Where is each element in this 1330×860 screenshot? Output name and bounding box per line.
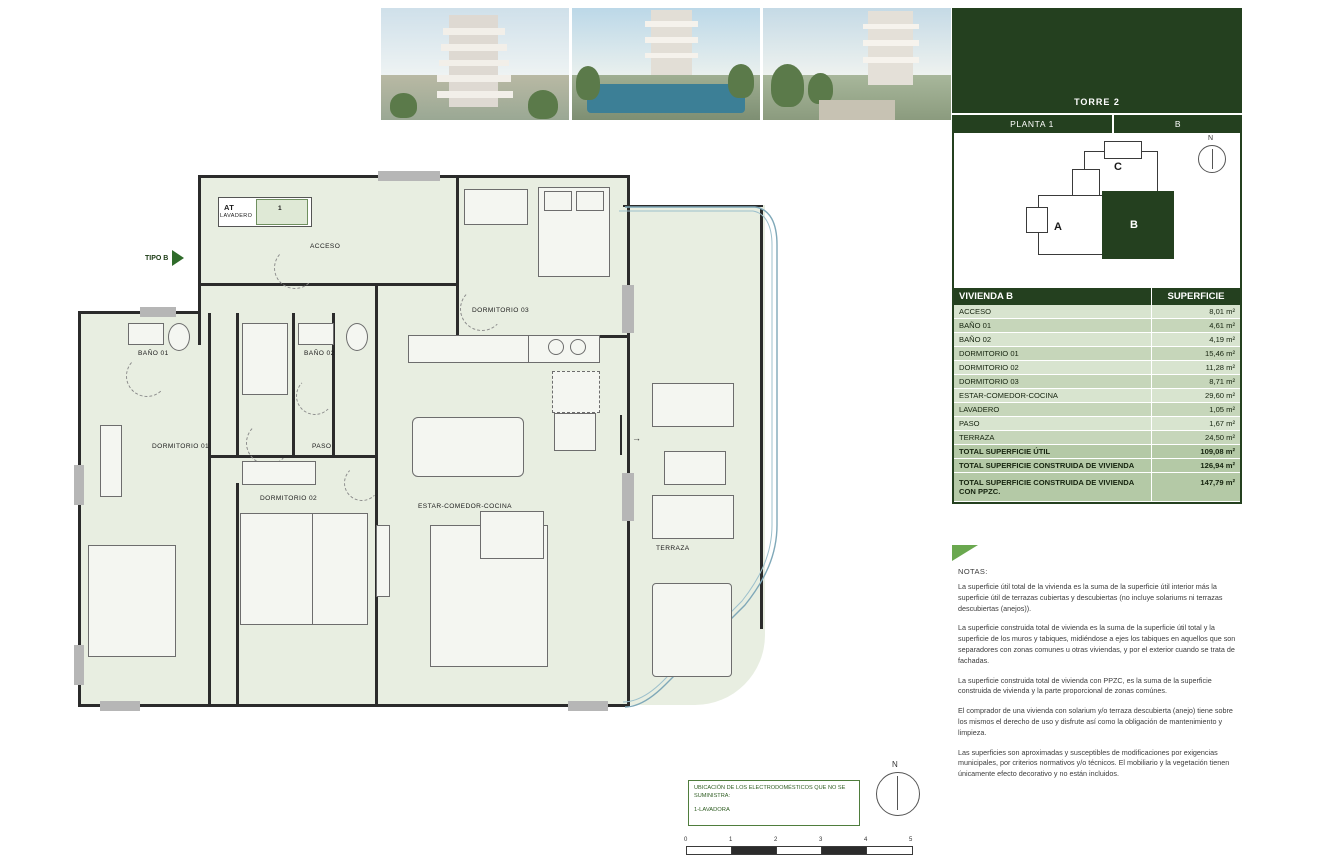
- keyplan-north-label: N: [1208, 135, 1214, 142]
- room-label-acceso: ACCESO: [310, 243, 341, 250]
- scale-segment: [686, 846, 733, 855]
- laundry-tag: AT: [224, 203, 235, 212]
- door-arc-d02: [344, 465, 380, 501]
- photo-strip: [381, 8, 951, 120]
- keyplan-unit-b: B: [1130, 219, 1138, 231]
- wall-left-upper: [198, 175, 201, 345]
- surface-row-value: 11,28 m²: [1151, 361, 1240, 374]
- furniture-sofa: [480, 511, 544, 559]
- surface-total-label: TOTAL SUPERFICIE CONSTRUIDA DE VIVIENDA CON PPZC.: [954, 473, 1151, 501]
- entry-marker: [145, 250, 184, 266]
- surface-row-value: 1,67 m²: [1151, 417, 1240, 430]
- header-dark-band: [952, 8, 1242, 93]
- note-paragraph: La superficie construida total de vivienda es la suma de la superficie útil total y la superficie de los muros y tabiques, midiéndose a ejes los tabiques en aquellos que son separadores con zonas comunes u otras viviendas, y por el exterior cuando se trata de fachadas.: [958, 623, 1236, 665]
- surface-row: [954, 305, 1240, 319]
- surface-total-label: TOTAL SUPERFICIE CONSTRUIDA DE VIVIENDA: [954, 459, 1151, 472]
- furniture-terrace-sofa-1: [652, 383, 734, 427]
- note-paragraph: La superficie construida total de vivienda con PPZC, es la suma de la superficie construida de vivienda y la parte proporcional de zonas comúnes.: [958, 675, 1212, 696]
- scale-segment: [821, 846, 868, 855]
- door-arc-acceso: [274, 247, 316, 289]
- bottom-compass: [876, 760, 920, 816]
- structure-block-8: [568, 701, 608, 711]
- furniture-burner-2: [570, 339, 586, 355]
- furniture-toilet-b02: [346, 323, 368, 351]
- surface-row: [954, 417, 1240, 431]
- surface-row: [954, 333, 1240, 347]
- unit-label: B: [1114, 115, 1242, 133]
- laundry-number: 1: [278, 205, 283, 212]
- furniture-dishwasher: [554, 413, 596, 451]
- surface-total-value: 147,79 m²: [1151, 473, 1240, 501]
- scale-tick-label: 1: [729, 837, 733, 843]
- furniture-pillow-d03b: [576, 191, 604, 211]
- pool-view-photo: [572, 8, 760, 120]
- surface-row-label: LAVADERO: [954, 403, 1151, 416]
- surface-row-value: 4,19 m²: [1151, 333, 1240, 346]
- surface-row: [954, 403, 1240, 417]
- room-label-paso: PASO: [312, 443, 332, 450]
- furniture-bed-d01: [88, 545, 176, 657]
- door-direction-arrow-icon: →: [632, 433, 641, 443]
- furniture-wardrobe-d02: [242, 461, 316, 485]
- bottom-north-label: N: [892, 760, 898, 769]
- surface-row-value: 4,61 m²: [1151, 319, 1240, 332]
- surface-total-row: [954, 473, 1240, 502]
- note-flag-icon: [952, 545, 978, 561]
- surface-total-label: TOTAL SUPERFICIE ÚTIL: [954, 445, 1151, 458]
- surface-row: [954, 375, 1240, 389]
- laundry-appliance-zone: [256, 199, 308, 225]
- scale-tick-label: 3: [819, 837, 823, 843]
- room-label-bano-02: BAÑO 02: [304, 350, 335, 357]
- surface-table-header-unit: VIVIENDA B: [959, 291, 1014, 302]
- appliance-legend-box: [688, 780, 860, 826]
- surface-row-label: BAÑO 01: [954, 319, 1151, 332]
- furniture-shower-b01: [242, 323, 288, 395]
- entry-arrow-icon: [172, 250, 184, 266]
- surface-row-label: BAÑO 02: [954, 333, 1151, 346]
- notes-block: [952, 545, 1242, 789]
- key-plan: [952, 133, 1242, 288]
- scale-tick-label: 5: [909, 837, 913, 843]
- door-arc-d03: [460, 287, 504, 331]
- structure-block-5: [622, 285, 634, 333]
- furniture-bed-d02b: [312, 513, 368, 625]
- compass-needle-icon: [897, 776, 898, 810]
- furniture-sink-b02: [298, 323, 334, 345]
- structure-block-4: [74, 645, 84, 685]
- surface-total-value: 109,08 m²: [1151, 445, 1240, 458]
- wall-partition-10: [456, 177, 459, 285]
- surface-table-header-surface: SUPERFICIE: [1151, 288, 1240, 305]
- wall-partition-2: [375, 283, 378, 707]
- room-label-dormitorio-02: DORMITORIO 02: [260, 495, 318, 502]
- scale-bar: [684, 837, 956, 856]
- room-label-terraza: TERRAZA: [656, 545, 690, 552]
- room-label-estar-comedor-cocina: ESTAR-COMEDOR-COCINA: [418, 503, 512, 510]
- appliance-legend-title: UBICACIÓN DE LOS ELECTRODOMÉSTICOS QUE NO SE SUMINISTRA:: [694, 785, 846, 799]
- laundry-label: LAVADERO: [220, 213, 253, 219]
- surface-row-label: DORMITORIO 02: [954, 361, 1151, 374]
- wall-partition-12: [456, 283, 459, 338]
- entry-marker-label: TIPO B: [145, 254, 169, 262]
- surface-total-row: [954, 459, 1240, 473]
- notes-title: NOTAS:: [958, 567, 988, 576]
- note-paragraph: El comprador de una vivienda con solarium y/o terraza descubierta (anejo) tiene sobre los mismos el derecho de uso y disfrute así como la obligación de mantenimiento y limpieza.: [958, 706, 1233, 737]
- furniture-terrace-table: [664, 451, 726, 485]
- door-arc-d01: [246, 421, 290, 465]
- scale-tick-label: 4: [864, 837, 868, 843]
- surface-row-label: DORMITORIO 03: [954, 375, 1151, 388]
- surface-row-label: ACCESO: [954, 305, 1151, 318]
- note-paragraph: La superficie útil total de la vivienda es la suma de la superficie útil interior más la superficie útil de terrazas cubiertas y descubiertas (no incluye solariums ni terrazas descubiertas (anejos)).: [958, 582, 1223, 613]
- furniture-fridge: [552, 371, 600, 413]
- wall-partition-8: [236, 483, 239, 705]
- furniture-counter-1: [408, 335, 530, 363]
- garden-walkway-photo: [763, 8, 951, 120]
- keyplan-unit-a: A: [1054, 221, 1062, 233]
- structure-block-7: [100, 701, 140, 711]
- room-label-dormitorio-01: DORMITORIO 01: [152, 443, 210, 450]
- surface-row-value: 8,71 m²: [1151, 375, 1240, 388]
- tower-exterior-photo: [381, 8, 569, 120]
- furniture-desk-d03: [464, 189, 528, 225]
- surface-row-value: 29,60 m²: [1151, 389, 1240, 402]
- surface-row: [954, 361, 1240, 375]
- wall-partition-9: [378, 283, 458, 286]
- furniture-cooktop: [528, 335, 600, 363]
- scale-segment: [776, 846, 823, 855]
- surface-row-value: 8,01 m²: [1151, 305, 1240, 318]
- furniture-toilet-b01: [168, 323, 190, 351]
- furniture-bed-d02a: [240, 513, 322, 625]
- wall-west-top: [78, 311, 200, 314]
- door-arc-b02: [296, 377, 334, 415]
- surface-row-value: 1,05 m²: [1151, 403, 1240, 416]
- surface-row-label: TERRAZA: [954, 431, 1151, 444]
- furniture-terrace-dining: [652, 583, 732, 677]
- scale-tick-label: 0: [684, 837, 688, 843]
- surface-row: [954, 431, 1240, 445]
- note-paragraph: Las superficies son aproximadas y susceptibles de modificaciones por exigencias municipales, por criterios normativos y/o técnicos. El mobiliario y la vegetación tienen únicamente efecto decorativo y no están incluidos.: [958, 747, 1230, 779]
- floor-plan: [60, 165, 850, 710]
- surface-table-header: [954, 288, 1240, 305]
- structure-block-1: [378, 171, 440, 181]
- furniture-wardrobe-d01: [100, 425, 122, 497]
- structure-block-6: [622, 473, 634, 521]
- scale-tick-label: 2: [774, 837, 778, 843]
- room-label-dormitorio-03: DORMITORIO 03: [472, 307, 530, 314]
- scale-segment: [731, 846, 778, 855]
- surface-total-value: 126,94 m²: [1151, 459, 1240, 472]
- furniture-dining-table: [412, 417, 524, 477]
- surface-row-label: DORMITORIO 01: [954, 347, 1151, 360]
- compass-circle-icon: [876, 772, 920, 816]
- surface-row-value: 24,50 m²: [1151, 431, 1240, 444]
- surface-row: [954, 389, 1240, 403]
- door-arc-b01: [126, 355, 168, 397]
- wall-partition-6: [292, 313, 295, 457]
- furniture-terrace-sofa-2: [652, 495, 734, 539]
- floor-unit-row: [952, 115, 1242, 133]
- surface-total-row: [954, 445, 1240, 459]
- surface-table: [952, 288, 1242, 504]
- appliance-legend-item: 1-LAVADORA: [694, 807, 730, 814]
- structure-block-2: [140, 307, 176, 317]
- furniture-sink-b01: [128, 323, 164, 345]
- keyplan-unit-c: C: [1114, 161, 1122, 173]
- wall-bottom: [78, 704, 630, 707]
- furniture-pillow-d03a: [544, 191, 572, 211]
- furniture-burner-1: [548, 339, 564, 355]
- surface-row: [954, 319, 1240, 333]
- surface-row-label: PASO: [954, 417, 1151, 430]
- surface-row-label: ESTAR-COMEDOR-COCINA: [954, 389, 1151, 402]
- scale-segment: [866, 846, 913, 855]
- tower-label: TORRE 2: [952, 93, 1242, 113]
- wall-partition-3: [208, 313, 211, 705]
- wall-partition-5: [236, 313, 239, 457]
- furniture-shelf: [376, 525, 390, 597]
- keyplan-compass-icon: [1198, 145, 1226, 173]
- room-label-bano-01: BAÑO 01: [138, 350, 169, 357]
- right-info-column: [952, 8, 1242, 504]
- surface-row-value: 15,46 m²: [1151, 347, 1240, 360]
- structure-block-3: [74, 465, 84, 505]
- surface-row: [954, 347, 1240, 361]
- floor-label: PLANTA 1: [952, 115, 1112, 133]
